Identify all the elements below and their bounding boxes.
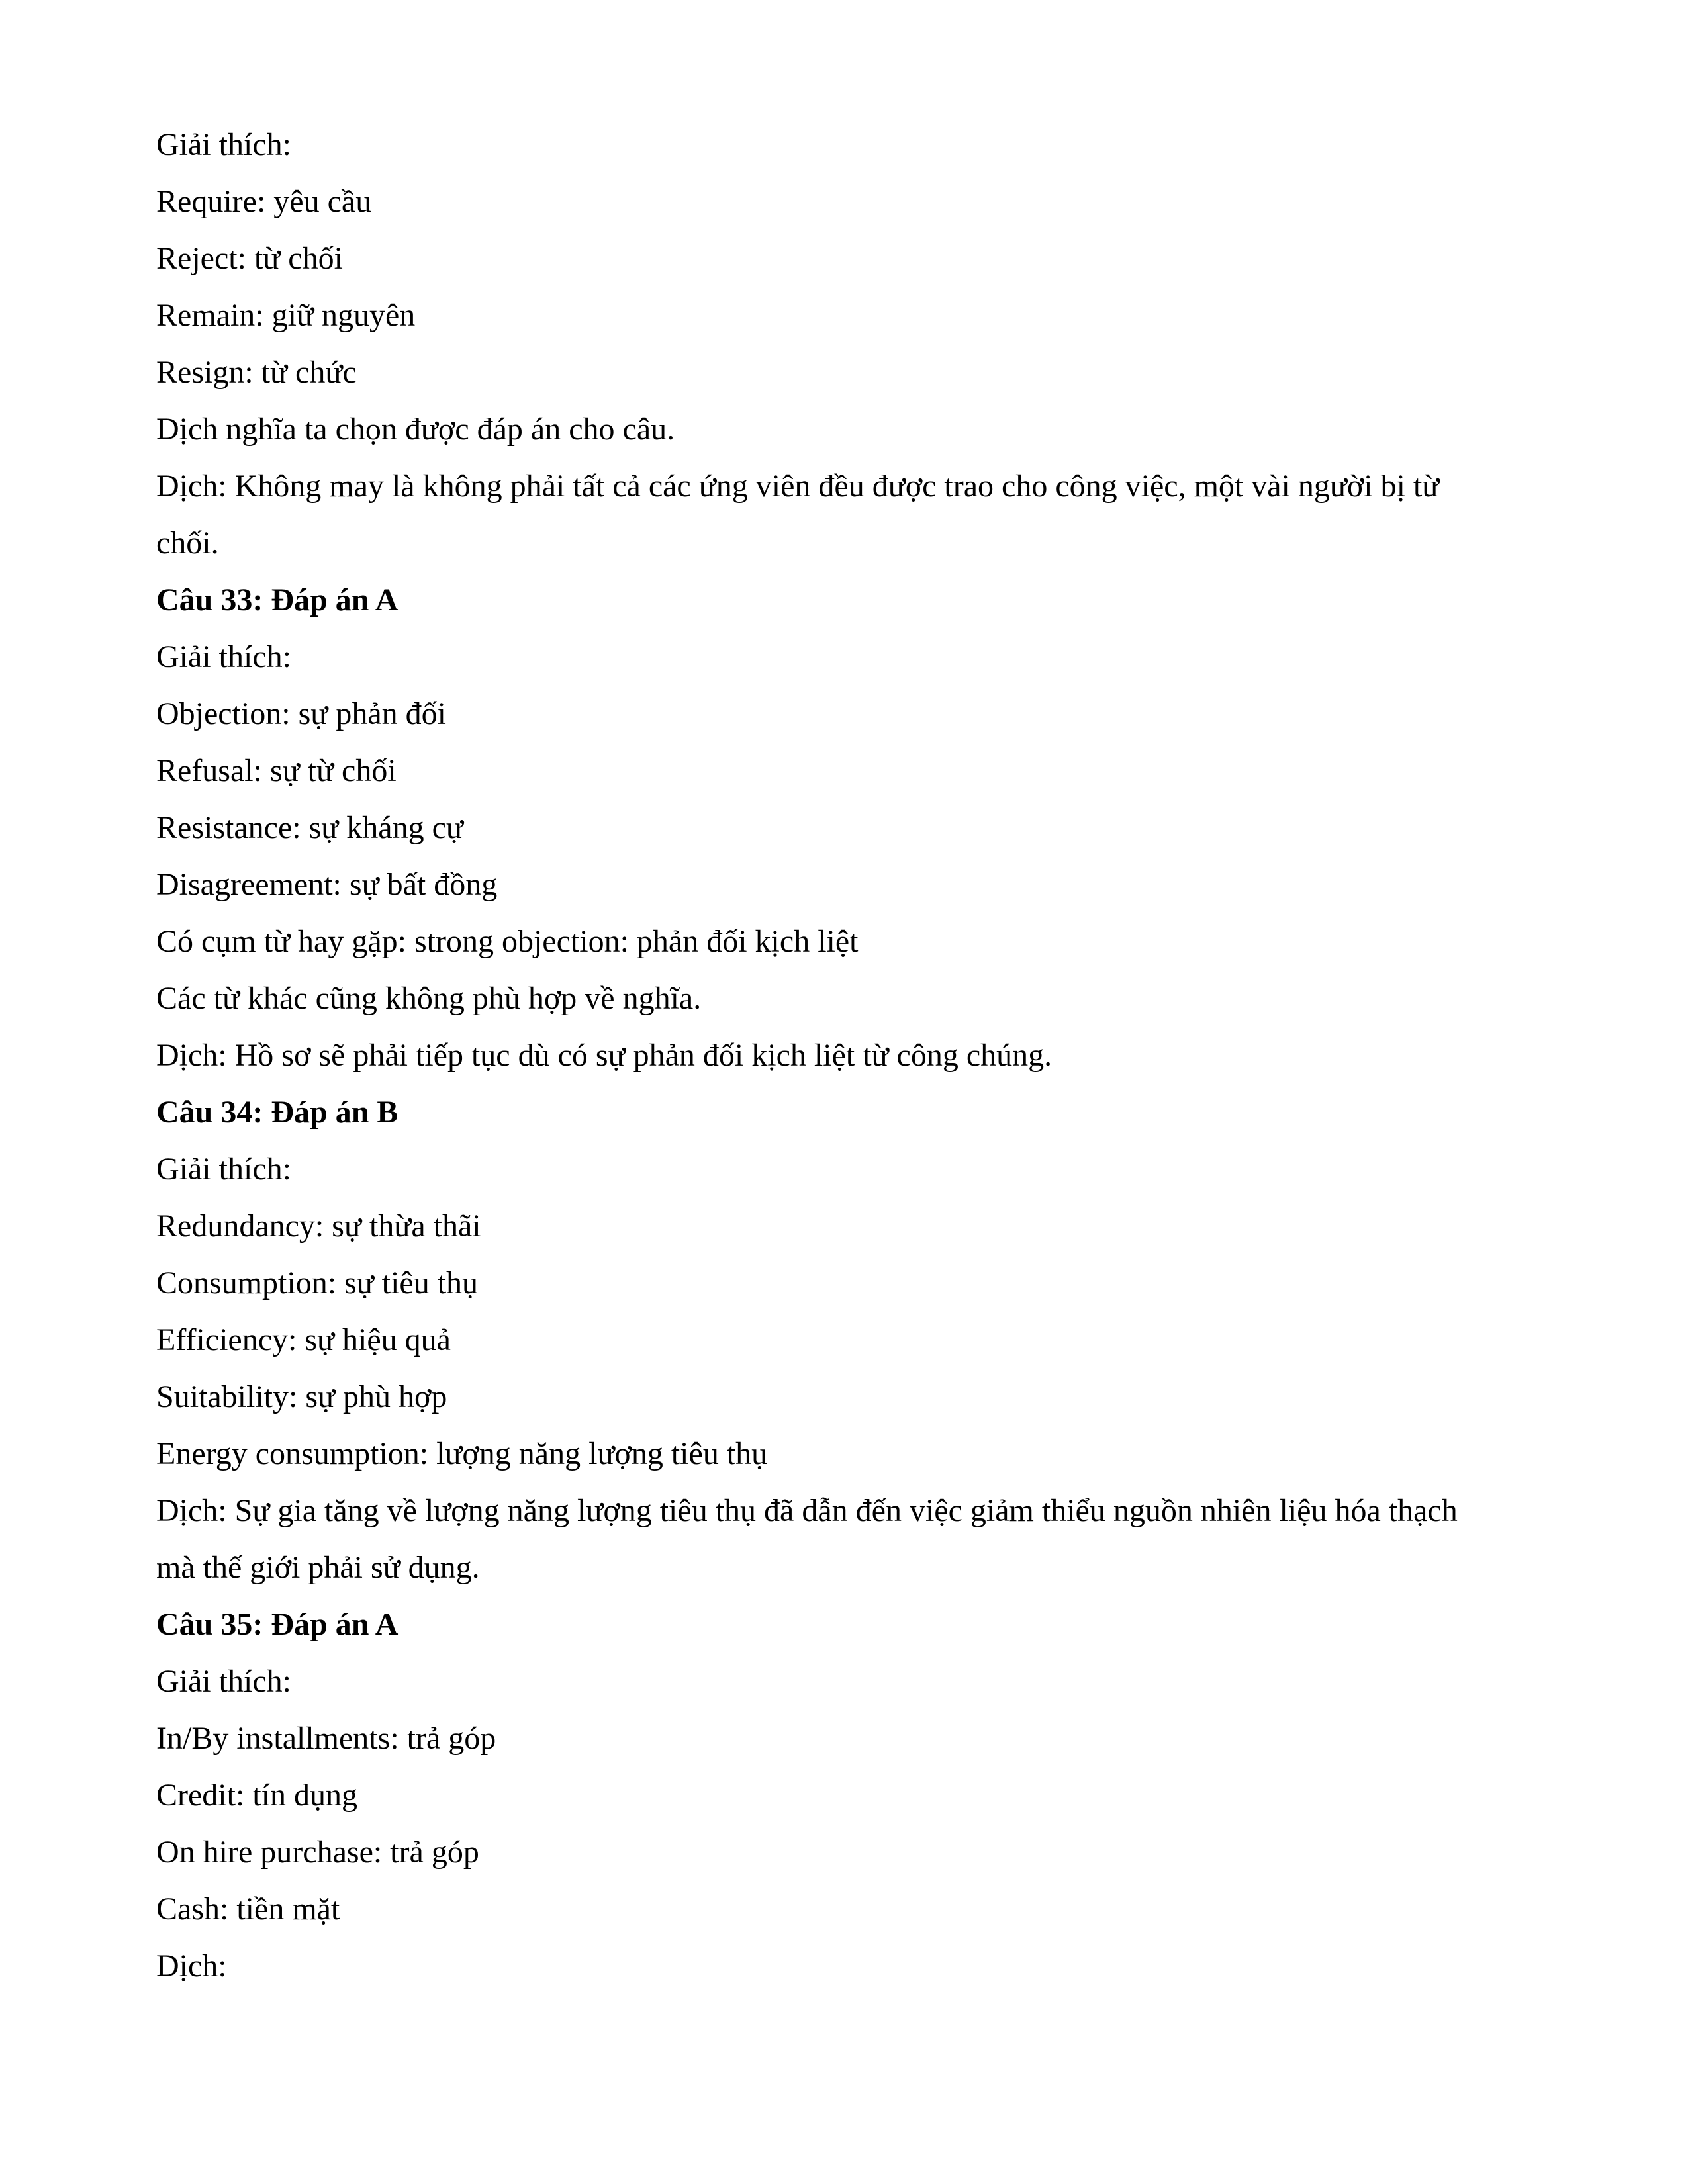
vocab-line: Consumption: sự tiêu thụ (156, 1265, 479, 1300)
vocab-line: Efficiency: sự hiệu quả (156, 1322, 451, 1357)
vocab-line: Refusal: sự từ chối (156, 753, 397, 788)
translation-label: Dịch: (156, 1948, 227, 1983)
vocab-line: Remain: giữ nguyên (156, 298, 416, 333)
explanation-label: Giải thích: (156, 127, 291, 162)
vocab-line: Resign: từ chức (156, 355, 357, 390)
vocab-line: Reject: từ chối (156, 241, 343, 276)
note-line: Các từ khác cũng không phù hợp về nghĩa. (156, 981, 702, 1016)
translation-line-continued: chối. (156, 525, 219, 561)
question-heading-35: Câu 35: Đáp án A (156, 1607, 399, 1642)
explanation-label: Giải thích: (156, 639, 291, 674)
translation-line: Dịch: Sự gia tăng về lượng năng lượng tiêu thụ đã dẫn đến việc giảm thiểu nguồn nhiên liệu hóa thạch (156, 1493, 1458, 1528)
translation-line-continued: mà thế giới phải sử dụng. (156, 1550, 480, 1585)
explanation-label: Giải thích: (156, 1152, 291, 1187)
vocab-line: Credit: tín dụng (156, 1778, 357, 1813)
question-heading-33: Câu 33: Đáp án A (156, 582, 399, 617)
document-body (156, 116, 1533, 1995)
explanation-label: Giải thích: (156, 1664, 291, 1699)
vocab-line: Redundancy: sự thừa thãi (156, 1208, 481, 1244)
note-line: Dịch nghĩa ta chọn được đáp án cho câu. (156, 412, 675, 447)
vocab-line: Objection: sự phản đối (156, 696, 446, 731)
note-line: Có cụm từ hay gặp: strong objection: phản đối kịch liệt (156, 924, 859, 959)
vocab-line: Cash: tiền mặt (156, 1891, 340, 1927)
vocab-line: Resistance: sự kháng cự (156, 810, 463, 845)
translation-line: Dịch: Không may là không phải tất cả các ứng viên đều được trao cho công việc, một vài người bị từ (156, 469, 1440, 504)
vocab-line: On hire purchase: trả góp (156, 1835, 479, 1870)
vocab-line: In/By installments: trả góp (156, 1721, 496, 1756)
vocab-line: Suitability: sự phù hợp (156, 1379, 447, 1414)
vocab-line: Disagreement: sự bất đồng (156, 867, 498, 902)
vocab-line: Require: yêu cầu (156, 184, 372, 219)
question-heading-34: Câu 34: Đáp án B (156, 1095, 399, 1130)
note-line: Energy consumption: lượng năng lượng tiêu thụ (156, 1436, 768, 1471)
translation-line: Dịch: Hồ sơ sẽ phải tiếp tục dù có sự phản đối kịch liệt từ công chúng. (156, 1038, 1053, 1073)
